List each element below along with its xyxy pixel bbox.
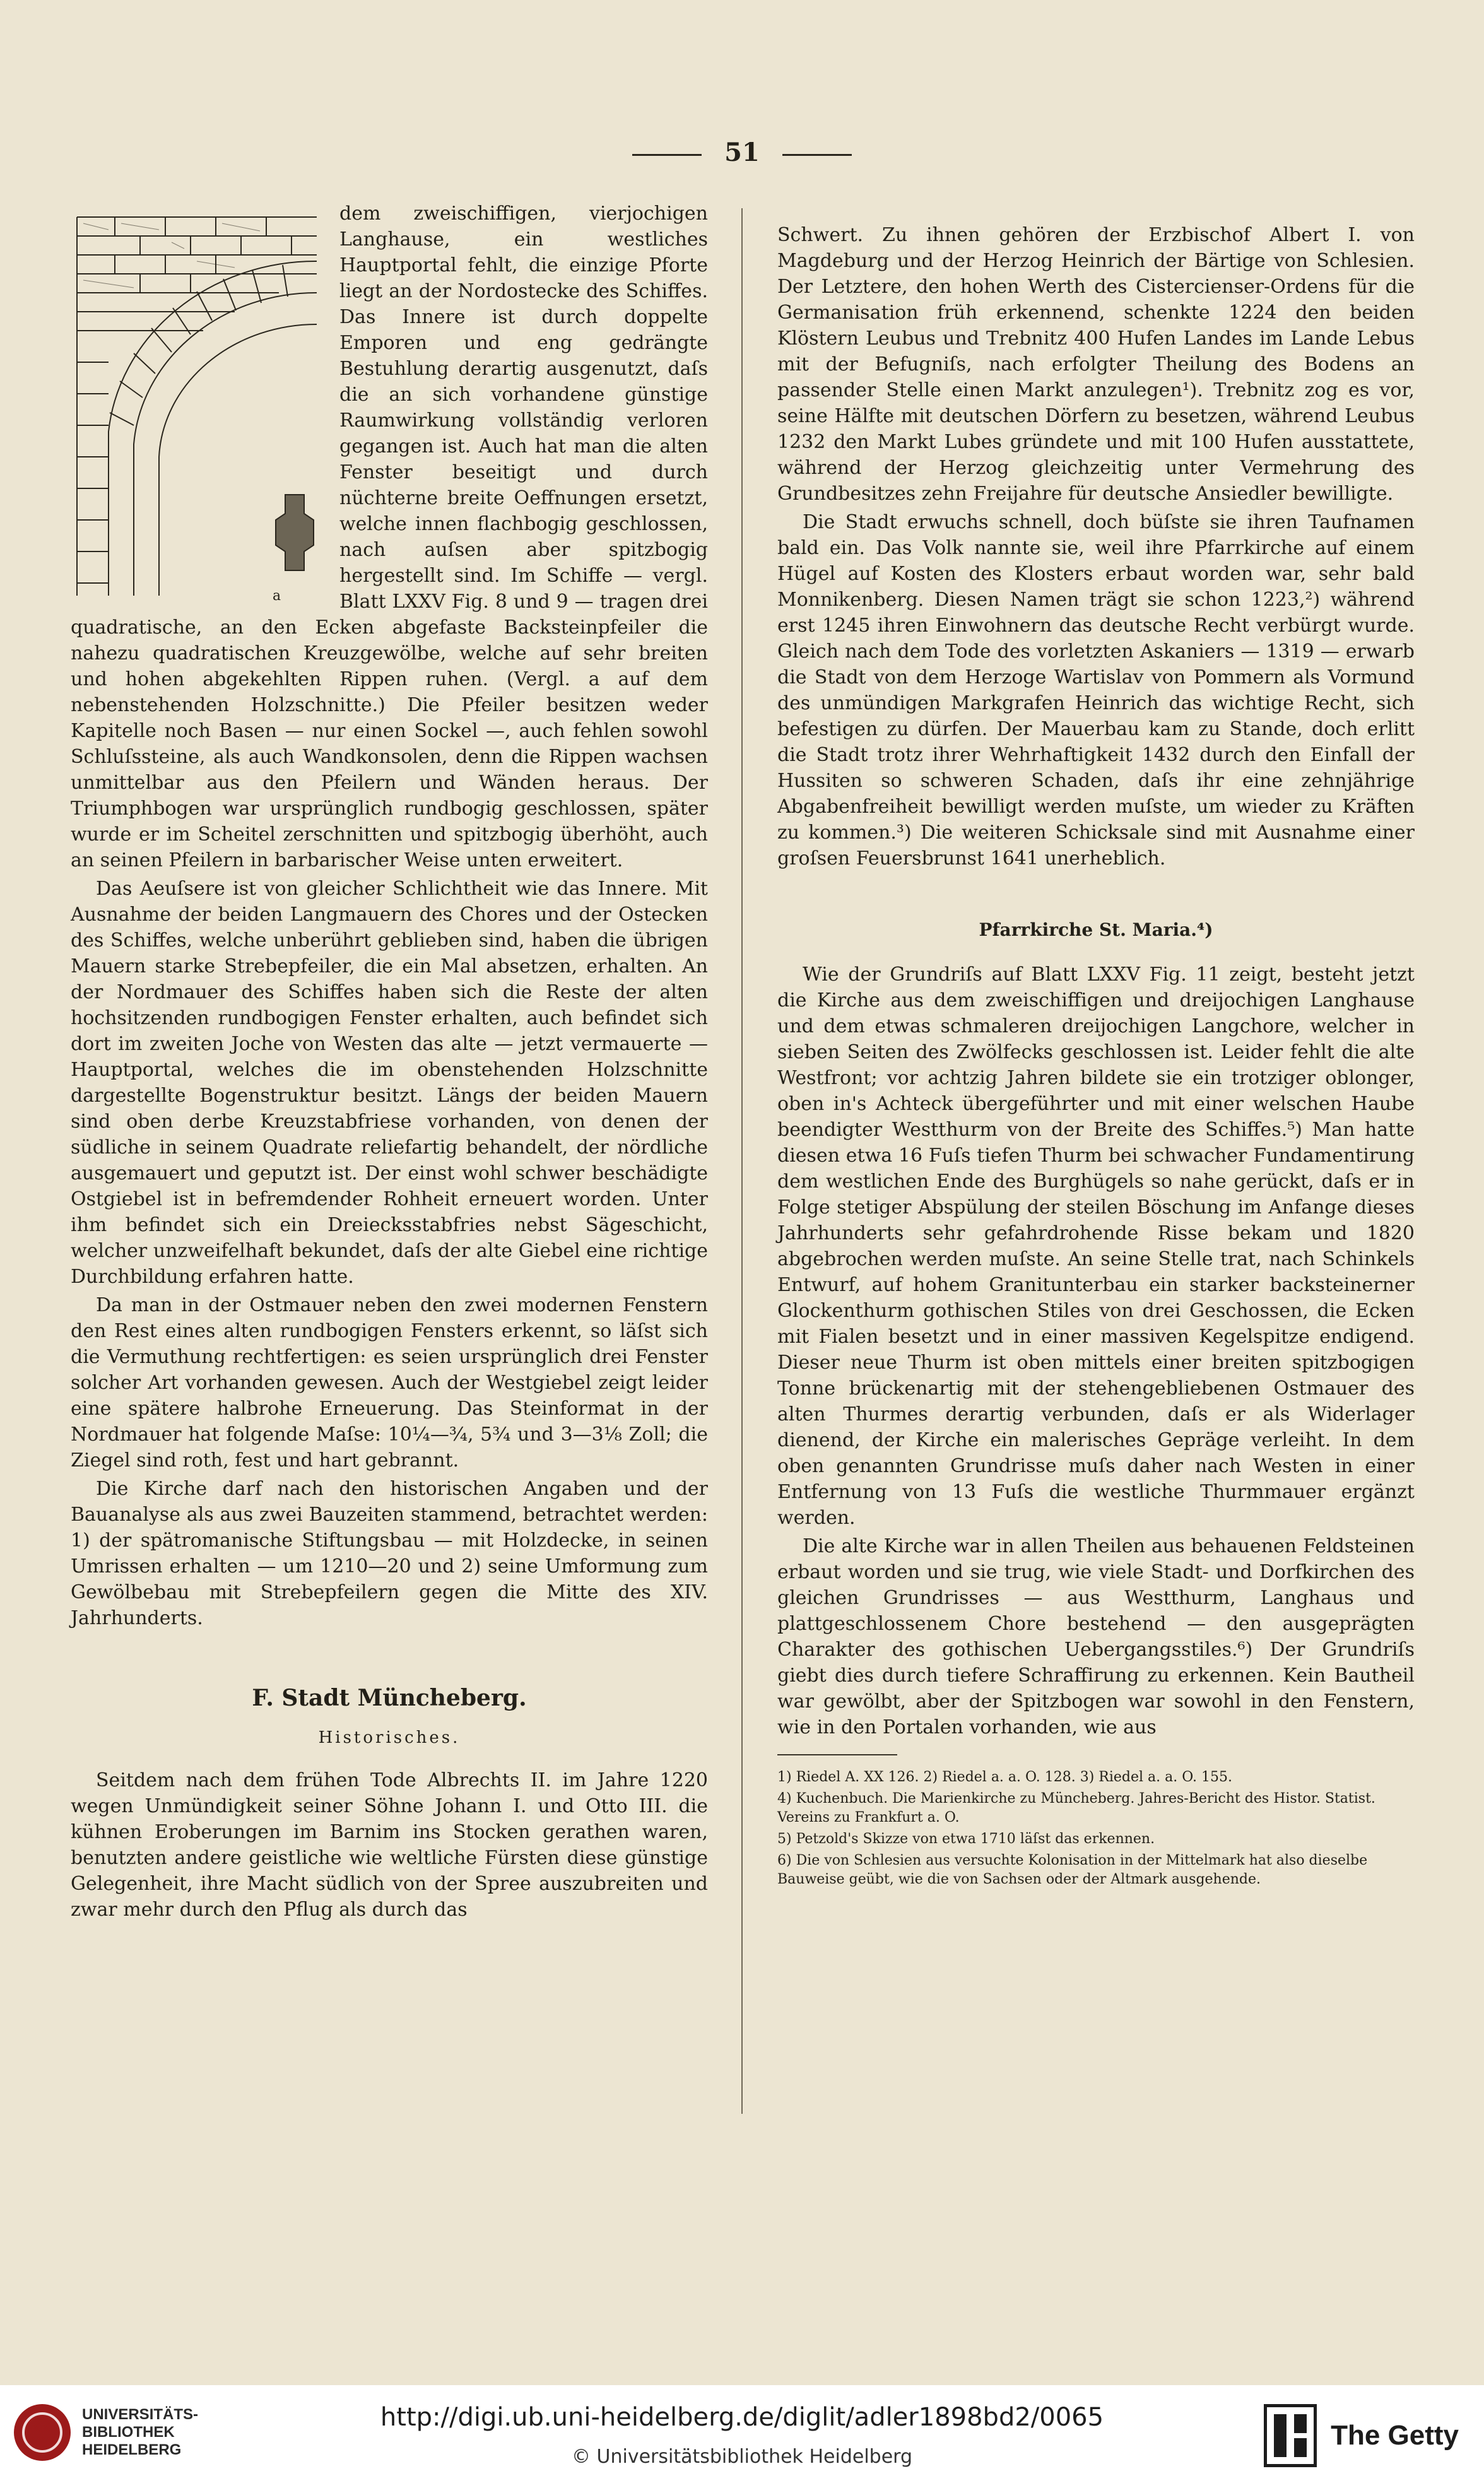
page-number: 51: [724, 138, 760, 167]
footnote-3: 5) Petzold's Skizze von etwa 1710 läſst das erkennen.: [777, 1831, 1155, 1847]
brick-arch-illustration: [71, 204, 323, 608]
right-paragraph-1: Schwert. Zu ihnen gehören der Erzbischof Albert I. von Magdeburg und der Herzog Heinrich der Bärtige von Schlesien. Der Letztere, den hohen Werth des Cistercienser-Ordens für die Germanisation früh erkennend, schenkte 1224 den beiden Klöstern Leubus und Trebnitz 400 Hufen Landes im Lande Lebus mit der Befugniſs, nach erfolgter Theilung des Bodens an passender Stelle einen Markt anzulegen¹). Trebnitz zog es vor, seine Hälfte mit deutschen Dörfern zu besetzen, während Leubus 1232 den Markt Lubes gründete und mit 100 Hufen ausstattete, während der Herzog gleichzeitig unter Vermehrung des Grundbesitzes zehn Freijahre für deutsche Ansiedler bewilligte.: [777, 224, 1415, 505]
library-logo-text: UNIVERSITÄTS- BIBLIOTHEK HEIDELBERG: [82, 2406, 199, 2458]
header-rule-left: [632, 154, 702, 156]
right-paragraph-3: Wie der Grundriſs auf Blatt LXXV Fig. 11 zeigt, besteht jetzt die Kirche aus dem zweischiffigen und dreijochigen Langhause und dem etwas schmaleren dreijochigen Langchore, welcher in sieben Seiten des Zwölfecks geschlossen ist. Leider fehlt die alte Westfront; vor achtzig Jahren bildete sie ein trotziger oblonger, oben in's Achteck übergeführter und mit einer welschen Haube beendigter Westthurm von der Breite des Schiffes.⁵) Man hatte diesen etwa 16 Fuſs tiefen Thurm bei schwacher Fundamentirung dem westlichen Ende des Burghügels so nahe gerückt, daſs er in Folge stetiger Abspülung der steilen Böschung im Anfange dieses Jahrhunderts sehr gefahrdrohende Risse bekam und 1820 abgebrochen werden muſste. An seine Stelle trat, nach Schinkels Entwurf, auf hohem Granitunterbau ein starker backsteinerner Glockenthurm gothischen Stiles von drei Geschossen, die Ecken mit Fialen besetzt und in einer massiven Kegelspitze endigend. Dieser neue Thurm ist oben mittels einer breiten spitzbogigen Tonne brückenartig mit der stehengebliebenen Ostmauer des alten Thurmes derartig verbunden, daſs er als Widerlager dienend, der Kirche ein malerisches Gepräge verleiht. In dem oben genannten Grundrisse muſs daher nach Westen in einer Entfernung von 13 Fuſs die westliche Thurmmauer ergänzt werden.: [777, 964, 1415, 1529]
church-subheading: Pfarrkirche St. Maria.⁴): [979, 919, 1213, 940]
permalink-url[interactable]: http://digi.ub.uni-heidelberg.de/diglit/adler1898bd2/0065: [380, 2403, 1104, 2432]
right-paragraph-4: Die alte Kirche war in allen Theilen aus behauenen Feldsteinen erbaut worden und sie trug, wie viele Stadt- und Dorfkirchen des gleichen Grundrisses — aus Westthurm, Langhaus und plattgeschlossenem Chore bestehend — den ausgeprägten Charakter des gothischen Uebergangsstiles.⁶) Der Grundriſs giebt dies durch tiefere Schraffirung zu erkennen. Kein Bautheil war gewölbt, aber der Spitzbogen war sowohl in den Fenstern, wie in den Portalen vorhanden, wie aus: [777, 1535, 1415, 1738]
header-rule-right: [782, 154, 852, 156]
left-paragraph-4: Die Kirche darf nach den historischen Angaben und der Bauanalyse als aus zwei Bauzeiten stammend, betrachtet werden: 1) der spätromanische Stiftungsbau — mit Holzdecke, in seinen Umrissen erhalten — um 1210—20 und 2) seine Umformung zum Gewölbebau mit Strebepfeilern gegen die Mitte des XIV. Jahrhunderts.: [71, 1478, 708, 1629]
left-paragraph-3: Da man in der Ostmauer neben den zwei modernen Fenstern den Rest eines alten rundbogigen Fensters erkennt, so läſst sich die Vermuthung rechtfertigen: es seien ursprünglich drei Fenster solcher Art vorhanden gewesen. Auch der Westgiebel zeigt leider eine spätere halbrohe Erneuerung. Das Steinformat in der Nordmauer hat folgende Maſse: 10¼—¾, 5¾ und 3—3⅛ Zoll; die Ziegel sind roth, fest und hart gebrannt.: [71, 1294, 708, 1471]
footer-bar: [0, 2385, 1484, 2488]
left-column: [71, 201, 708, 1925]
woodcut-figure: [71, 204, 323, 608]
footnotes: [777, 1768, 1415, 1889]
section-title: F. Stadt Müncheberg.: [252, 1685, 527, 1711]
footnote-1: 1) Riedel A. XX 126. 2) Riedel a. a. O. 128. 3) Riedel a. a. O. 155.: [777, 1769, 1232, 1785]
page-number-header: [0, 138, 1484, 167]
right-paragraph-2: Die Stadt erwuchs schnell, doch büſste sie ihren Taufnamen bald ein. Das Volk nannte sie, weil ihre Pfarrkirche auf einem Hügel auf Kosten des Klosters erbaut worden war, sehr bald Monnikenberg. Diesen Namen trägt sie schon 1223,²) während erst 1245 ihren Einwohnern das deutsche Recht verbürgt wurde. Gleich nach dem Tode des vorletzten Askaniers — 1319 — erwarb die Stadt von dem Herzoge Wartislav von Pommern als Vormund des unmündigen Markgrafen Heinrich das wichtige Recht, sich befestigen zu dürfen. Der Mauerbau kam zu Stande, doch erlitt die Stadt trotz ihrer Wehrhaftigkeit 1432 durch den Einfall der Hussiten so schweren Schaden, daſs ihr eine zehnjährige Abgabenfreiheit bewilligt werden muſste, um wieder zu Kräften zu kommen.³) Die weiteren Schicksale sind mit Ausnahme einer groſsen Feuersbrunst 1641 unerheblich.: [777, 511, 1415, 870]
footnote-2: 4) Kuchenbuch. Die Marienkirche zu Müncheberg. Jahres-Bericht des Histor. Statist. Vereins zu Frankfurt a. O.: [777, 1791, 1375, 1825]
left-paragraph-1: dem zweischiffigen, vierjochigen Langhause, ein westliches Hauptportal fehlt, die einzige Pforte liegt an der Nordostecke des Schiffes. Das Innere ist durch doppelte Emporen und eng gedrängte Bestuhlung derartig ausgenutzt, daſs die an sich vorhandene günstige Raumwirkung vollständig verloren gegangen ist. Auch hat man die alten Fenster beseitigt und durch nüchterne breite Oeffnungen ersetzt, welche innen flachbogig geschlossen, nach auſsen aber spitzbogig hergestellt sind. Im Schiffe — vergl. Blatt LXXV Fig. 8 und 9 — tragen drei quadratische, an den Ecken abgefaste Backsteinpfeiler die nahezu quadratischen Kreuzgewölbe, welche auf sehr breiten und hohen abgekehlten Rippen ruhen. (Vergl. a auf dem nebenstehenden Holzschnitte.) Die Pfeiler besitzen weder Kapitelle noch Basen — nur einen Sockel —, auch fehlen sowohl Schluſssteine, als auch Wandkonsolen, denn die Rippen wachsen unmittelbar aus den Pfeilern und Wänden heraus. Der Triumphbogen war ursprünglich rundbogig geschlossen, später wurde er im Scheitel zerschnitten und spitzbogig überhöht, auch an seinen Pfeilern in barbarischer Weise unten erweitert.: [71, 203, 708, 871]
right-column: [777, 222, 1415, 1892]
left-paragraph-5: Seitdem nach dem frühen Tode Albrechts II. im Jahre 1220 wegen Unmündigkeit seiner Söhne Johann I. und Otto III. die kühnen Eroberungen im Barnim ins Stocken gerathen waren, benutzten andere geistliche wie weltliche Fürsten diese günstige Gelegenheit, ihre Macht südlich von der Spree auszubreiten und zwar mehr durch den Pflug als durch das: [71, 1769, 708, 1921]
left-paragraph-2: Das Aeuſsere ist von gleicher Schlichtheit wie das Innere. Mit Ausnahme der beiden Langmauern des Chores und der Ostecken des Schiffes, welche unberührt geblieben sind, haben die übrigen Mauern starke Strebepfeiler, die ein Mal absetzen, erhalten. An der Nordmauer des Schiffes haben sich die Reste der alten hochsitzenden rundbogigen Fenster erhalten, auch befindet sich dort im zweiten Joche von Westen das alte — jetzt vermauerte — Hauptportal, welches die im obenstehenden Holzschnitte dargestellte Bogenstruktur besitzt. Längs der beiden Mauern sind oben derbe Kreuzstabfriese vorhanden, von denen der südliche in seinem Quadrate reliefartig behandelt, der nördliche ausgemauert und geputzt ist. Der einst wohl schwer beschädigte Ostgiebel ist in befremdender Rohheit erneuert worden. Unter ihm befindet sich ein Dreiecksstabfries nebst Sägeschicht, welcher unzweifelhaft bekundet, daſs der alte Giebel eine richtige Durchbildung erfahren hatte.: [71, 878, 708, 1288]
getty-text: The Getty: [1331, 2420, 1459, 2451]
footnote-rule: [777, 1754, 897, 1755]
section-subtitle: Historisches.: [318, 1728, 461, 1747]
column-divider: [741, 208, 743, 2114]
getty-logo[interactable]: [1264, 2404, 1459, 2467]
footnote-4: 6) Die von Schlesien aus versuchte Kolonisation in der Mittelmark hat also dieselbe Bauweise geübt, wie die von Sachsen oder der Altmark ausgehende.: [777, 1853, 1368, 1887]
copyright-text: © Universitätsbibliothek Heidelberg: [571, 2446, 912, 2468]
getty-mark-icon: [1264, 2404, 1317, 2467]
figure-label: a: [273, 588, 281, 604]
